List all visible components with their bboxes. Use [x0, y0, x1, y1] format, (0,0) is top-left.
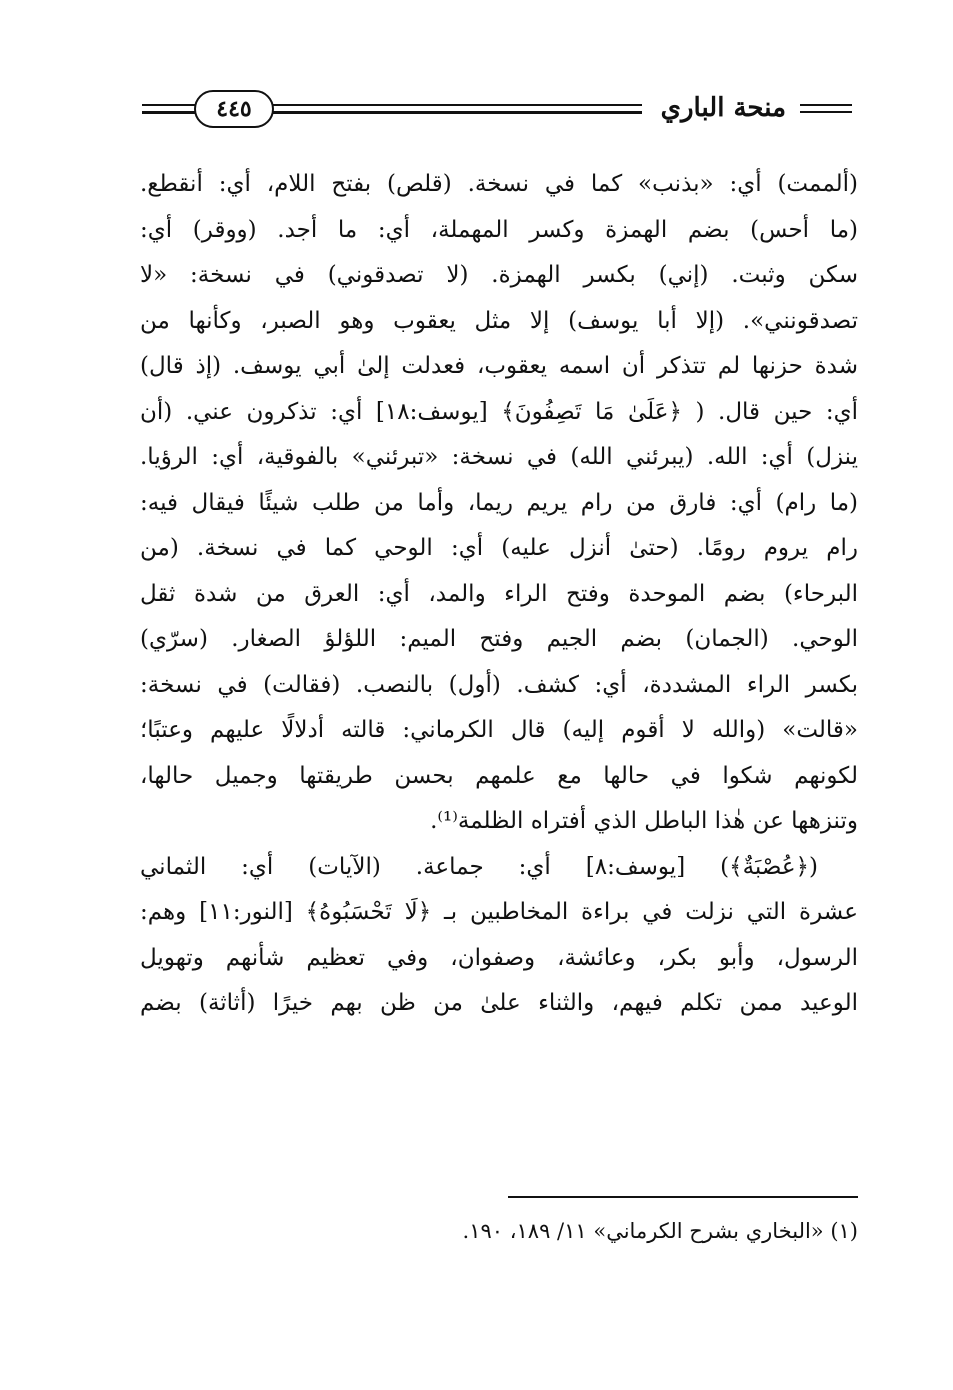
text-line: أي: حين قال. ( ﴿عَلَىٰ مَا تَصِفُونَ﴾ [يوسف:١٨] أي: تذكرون عني. (أن — [140, 398, 858, 425]
main-text — [140, 162, 858, 1027]
text-line: (ما رام) أي: فارق من رام يريم ريما، وأما من طلب شيئًا فيقال فيه: — [140, 489, 858, 516]
header-rule — [800, 111, 852, 113]
text-line: ينزل) أي: الله. (يبرئني الله) في نسخة: «تبرئني» بالفوقية، أي: الرؤيا. — [140, 444, 858, 470]
text-line: (﴿عُصْبَةٌ﴾) [يوسف:٨] أي: جماعة. (الآيات) أي: الثماني — [140, 853, 818, 880]
running-title: منحة الباري — [660, 93, 786, 123]
text-line: عشرة التي نزلت في براءة المخاطبين بـ ﴿لَا تَحْسَبُوهُ﴾ [النور:١١] وهم: — [140, 899, 858, 925]
text-line: الوحي. (الجمان) بضم الجيم وفتح الميم: اللؤلؤ الصغار. (سرّي) — [140, 626, 858, 652]
text-line: (ألممت) أي: «بذنب» كما في نسخة. (قلص) بفتح اللام، أي: أنقطع. — [140, 171, 858, 197]
text-line: بكسر الراء المشددة، أي: كشف. (أول) بالنصب. (فقالت) في نسخة: — [140, 671, 858, 698]
text-line: وتنزهها عن هٰذا الباطل الذي أفتراه الظلمة⁽¹⁾. — [430, 808, 858, 834]
header-rule — [262, 104, 642, 106]
text-line: الرسول، وأبو بكر، وعائشة، وصفوان، وفي تعظيم شأنهم وتهويل — [140, 944, 858, 971]
text-line: البرحاء) بضم الموحدة وفتح الراء والمد، أي: العرق من شدة ثقل — [140, 580, 858, 607]
text-line: رام يروم رومًا. (حتىٰ أنزل عليه) أي: الوحي كما في نسخة. (من — [140, 535, 858, 561]
footnote-separator — [508, 1196, 858, 1198]
header-rule — [262, 111, 642, 114]
page-header — [142, 84, 852, 134]
text-line: (ما أحس) بضم الهمزة وكسر المهملة، أي: ما أجد. (ووقر) أي: — [140, 216, 858, 243]
text-line: الوعيد ممن تكلم فيهم، والثناء علىٰ من ظن بهم خيرًا (أثاثة) بضم — [140, 990, 858, 1016]
footnote: (١) «البخاري بشرح الكرماني» ١١/ ١٨٩، ١٩٠. — [462, 1219, 858, 1243]
text-line: شدة حزنها لم تتذكر أن اسمه يعقوب، فعدلت إلىٰ أبي يوسف. (إذ قال) — [140, 353, 858, 379]
text-line: سكن وثبت. (إني) بكسر الهمزة. (لا تصدقوني) في نسخة: «لا — [140, 262, 858, 288]
text-line: لكونهم شكوا في حالها مع علمهم بحسن طريقتها وجميل حالها، — [140, 762, 858, 789]
header-rule — [142, 111, 198, 114]
header-rule — [800, 104, 852, 106]
header-rule — [142, 104, 198, 106]
text-line: «قالت» (والله لا أقوم إليه) قال الكرماني: قالته أدلالًا عليهم وعتبًا؛ — [140, 717, 858, 743]
page-number: ٤٤٥ — [194, 90, 274, 128]
text-line: تصدقونني». (إلا أبا يوسف) إلا مثل يعقوب وهو الصبر، وكأنها من — [140, 307, 858, 334]
